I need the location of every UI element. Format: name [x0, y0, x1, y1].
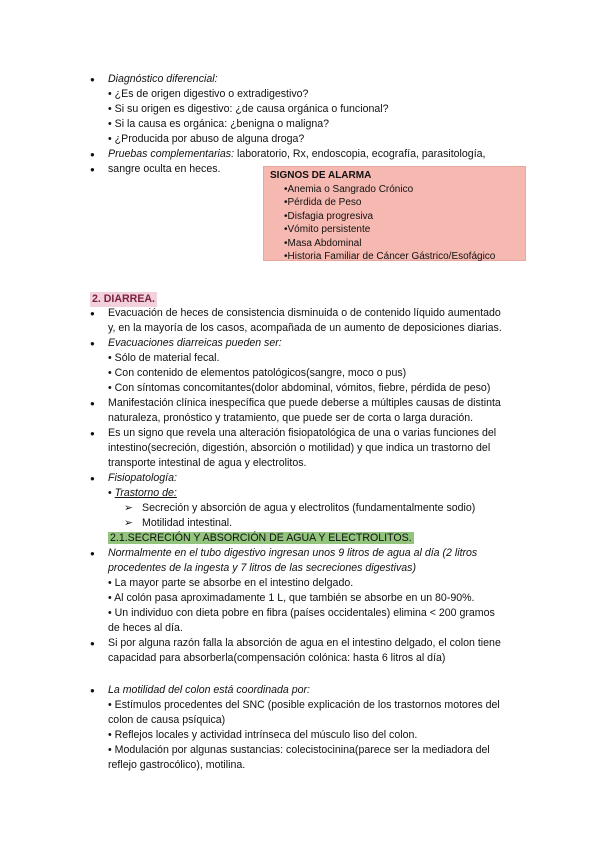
manifestation: ● Manifestación clínica inespecífica que puede deberse a múltiples causas de distinta — [90, 396, 530, 411]
trastorno-item: ➢ Motilidad intestinal. — [124, 517, 233, 529]
evac-item: • Con síntomas concomitantes(dolor abdominal, vómitos, fiebre, pérdida de peso) — [108, 382, 491, 394]
trastorno-line: • Trastorno de: — [108, 487, 177, 499]
motility-item: • Modulación por algunas sustancias: colecistocinina(parece ser la mediadora del — [108, 744, 490, 756]
failure-text: ● Si por alguna razón falla la absorción de agua en el intestino delgado, el colon tiene — [90, 636, 530, 651]
failure-text-cont: capacidad para absorberla(compensación colónica: hasta 6 litros al día) — [108, 652, 446, 664]
alarm-signs-box — [263, 166, 526, 261]
manifestation-cont: naturaleza, pronóstico y tratamiento, que puede ser de corta o larga duración. — [108, 412, 474, 424]
pruebas-label: Pruebas complementarias: — [108, 148, 235, 160]
dx-item: • ¿Es de origen digestivo o extradigestivo? — [108, 88, 309, 100]
motility-label: ● La motilidad del colon está coordinada por: — [90, 683, 530, 698]
pruebas-text: laboratorio, Rx, endoscopia, ecografía, parasitología, — [234, 148, 486, 160]
evac-label: ● Evacuaciones diarreicas pueden ser: — [90, 336, 530, 351]
subheading-secrecion: 2.1.SECRECIÓN Y ABSORCIÓN DE AGUA Y ELECTROLITOS. — [110, 532, 412, 544]
evac-item: • Con contenido de elementos patológicos(sangre, moco o pus) — [108, 367, 407, 379]
normal-text-cont: procedentes de la ingesta y 7 litros de las secreciones digestivas) — [108, 562, 416, 574]
alarm-item: •Vómito persistente — [284, 224, 371, 235]
pruebas-line — [90, 147, 530, 162]
definition: ● Evacuación de heces de consistencia disminuida o de contenido líquido aumentado — [90, 306, 530, 321]
normal-item: • Un individuo con dieta pobre en fibra (países occidentales) elimina < 200 gramos — [108, 607, 495, 619]
alarm-title: SIGNOS DE ALARMA — [270, 170, 372, 181]
definition-cont: y, en la mayoría de los casos, acompañada de un aumento de deposiciones diarias. — [108, 322, 502, 334]
alarm-item: •Historia Familiar de Cáncer Gástrico/Esofágico — [284, 251, 496, 262]
motility-item-cont: colon de causa psíquica) — [108, 714, 226, 726]
differential-diagnosis-block — [90, 72, 530, 177]
pruebas-cont: ● sangre oculta en heces. — [90, 162, 530, 177]
evac-item: • Sólo de material fecal. — [108, 352, 220, 364]
motility-item: • Estímulos procedentes del SNC (posible explicación de los trastornos motores del — [108, 699, 500, 711]
alarm-item: •Anemia o Sangrado Crónico — [284, 183, 414, 195]
trastorno-item: ➢ Secreción y absorción de agua y electrolitos (fundamentalmente sodio) — [124, 502, 476, 514]
fisio-label: ● Fisiopatología: — [90, 471, 530, 486]
alarm-item: •Pérdida de Peso — [284, 197, 362, 208]
diarrea-block — [90, 306, 530, 773]
sign-text-cont: intestino(secreción, digestión, absorción o motilidad) y que indica un trastorno del — [108, 442, 491, 454]
normal-item-cont: de heces al día. — [108, 622, 183, 634]
normal-item: • Al colón pasa aproximadamente 1 L, que también se absorbe en un 80-90%. — [108, 592, 475, 604]
dx-item: • Si la causa es orgánica: ¿benigna o maligna? — [108, 118, 330, 130]
motility-item-cont: reflejo gastrocólico), motilina. — [108, 759, 246, 771]
dx-item: • Si su origen es digestivo: ¿de causa orgánica o funcional? — [108, 103, 389, 115]
sign-text: ● Es un signo que revela una alteración fisiopatológica de una o varias funciones del — [90, 426, 530, 441]
normal-item: • La mayor parte se absorbe en el intestino delgado. — [108, 577, 354, 589]
alarm-item: •Disfagia progresiva — [284, 210, 374, 222]
alarm-item: •Masa Abdominal — [284, 237, 362, 249]
section-heading-diarrea: 2. DIARREA. — [92, 293, 155, 305]
normal-text: ● Normalmente en el tubo digestivo ingresan unos 9 litros de agua al día (2 litros — [90, 546, 530, 561]
dx-label: ● Diagnóstico diferencial: — [90, 72, 530, 87]
dx-item: • ¿Producida por abuso de alguna droga? — [108, 133, 305, 145]
motility-item: • Reflejos locales y actividad intrínseca del músculo liso del colon. — [108, 729, 418, 741]
sign-text-cont: transporte intestinal de agua y electrolitos. — [108, 457, 307, 469]
